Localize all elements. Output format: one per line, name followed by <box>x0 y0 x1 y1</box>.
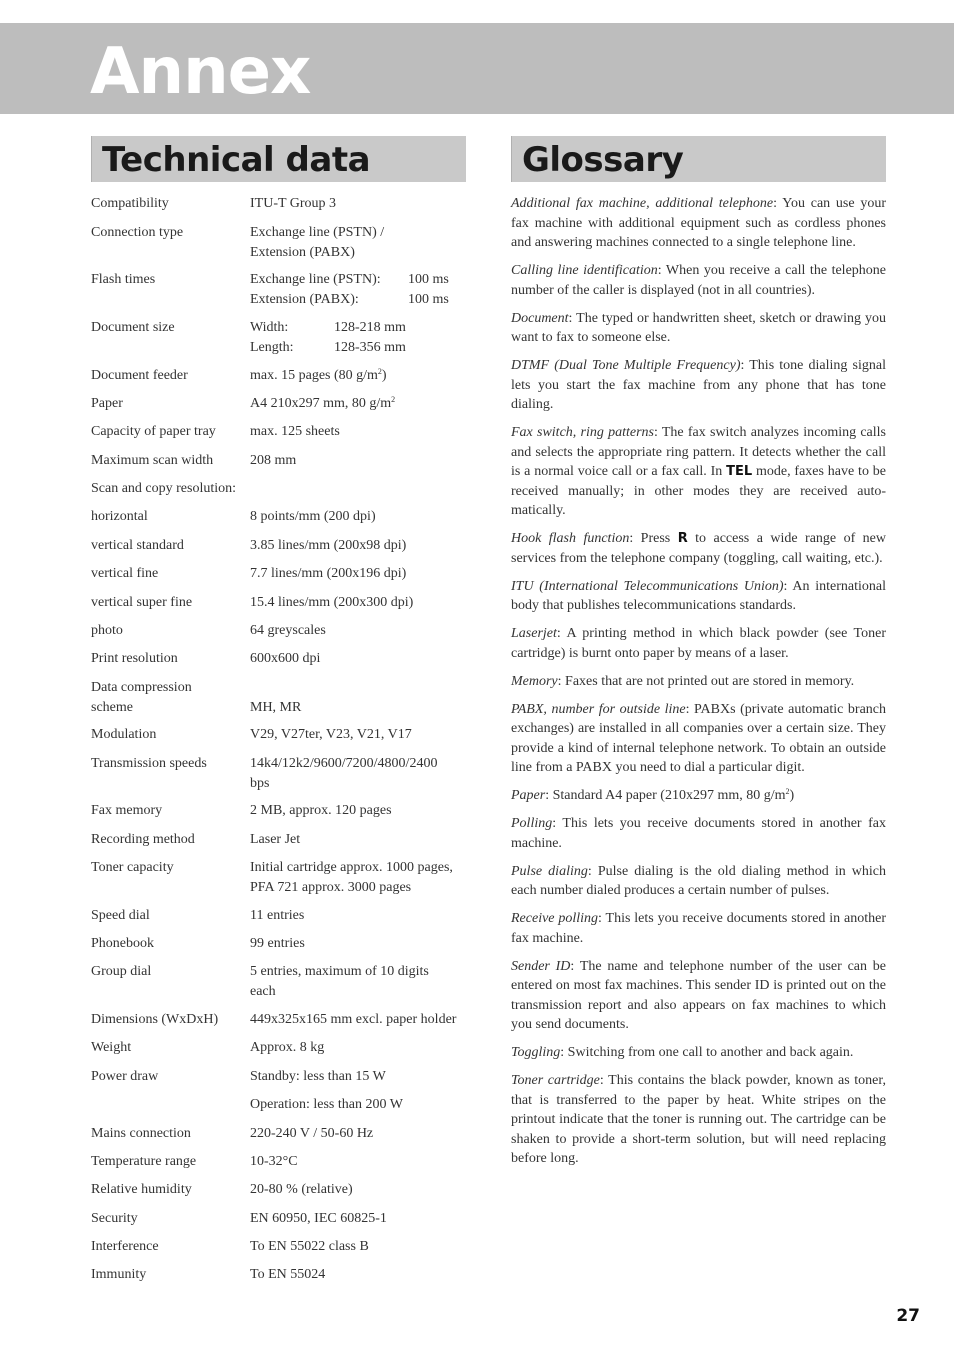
spec-value: A4 210x297 mm, 80 $g/m^2$ <box>250 395 396 411</box>
glossary-entry <box>511 356 886 415</box>
spec-value: max. 125 sheets <box>250 424 340 439</box>
glossary-list <box>511 194 886 1177</box>
spec-label: Mains connection <box>91 1126 191 1141</box>
spec-value: V29, V27ter, V23, V21, V17 <box>250 727 412 742</box>
spec-value: 14k4/12k2/9600/7200/4800/2400 bps <box>250 756 438 791</box>
glossary-definition: : The fax switch analyzes incoming calls and selects the appropriate ring pattern. It detects whether the call is a normal voice call or a fax call. In <box>511 425 886 479</box>
glossary-term: Sender ID <box>511 958 571 974</box>
spec-sub-line: Width: 128-218 mm <box>250 320 406 335</box>
glossary-definition: : Press <box>629 531 678 546</box>
spec-label: Print resolution <box>91 651 178 666</box>
spec-value: Initial cartridge approx. 1000 pages, PFA 721 approx. 3000 pages <box>250 860 453 895</box>
spec-label: Capacity of paper tray <box>91 424 216 439</box>
spec-value: max. 15 pages (80 $g/m^2$) <box>250 367 387 383</box>
glossary-term: Toggling <box>511 1045 561 1060</box>
glossary-definition: : You can use your fax machine with additional equipment such as cordless phones and answering machines connected to a single telephone line. <box>511 196 886 250</box>
spec-label: Transmission speeds <box>91 756 207 771</box>
spec-value: Standby: less than 15 W <box>250 1069 386 1084</box>
page-title: Annex <box>90 35 311 109</box>
glossary-definition: : This lets you receive documents stored in another fax machine. <box>511 911 886 946</box>
spec-label: Phonebook <box>91 936 154 951</box>
glossary-definition: : Pulse dialing is the old dialing method in which each number dialed produces a certain number of pulses. <box>511 863 886 898</box>
glossary-entry <box>511 529 886 568</box>
glossary-definition-cont: mode, faxes have to be received manually; in other modes they are received auto-matically. <box>511 464 886 518</box>
spec-label: Data compression scheme <box>91 680 192 715</box>
glossary-term: Fax switch, ring patterns <box>511 425 654 440</box>
spec-label: vertical fine <box>91 566 159 581</box>
glossary-entry: Paper: Standard A4 paper (210x297 mm, 80 $g/m^2$) <box>511 787 795 803</box>
glossary-definition: : The name and telephone number of the user can be entered on most fax machines. This sender ID is printed out on the transmission report and also appears on fax machines to which you send documents. <box>511 958 886 1032</box>
glossary-term: Polling <box>511 816 553 831</box>
glossary-entry <box>511 261 886 300</box>
spec-value: 449x325x165 mm excl. paper holder <box>250 1012 457 1027</box>
spec-value: 2 MB, approx. 120 pages <box>250 803 392 818</box>
glossary-term: Calling line identification <box>511 263 658 278</box>
glossary-definition: : A printing method in which black powder (see Toner cartridge) is burnt onto paper by means of a laser. <box>511 626 886 661</box>
spec-label: Paper <box>91 396 123 411</box>
spec-label: Scan and copy resolution: <box>91 481 237 496</box>
glossary-definition: : An international body that publishes telecommunications standards. <box>511 578 886 613</box>
glossary-term: Document <box>511 310 569 326</box>
glossary-entry <box>511 194 886 253</box>
glossary-term: DTMF (Dual Tone Multiple Frequency) <box>511 358 741 373</box>
spec-label: horizontal <box>91 509 148 524</box>
glossary-heading: Glossary <box>522 140 684 180</box>
glossary-entry <box>511 423 886 521</box>
spec-label: Speed dial <box>91 908 150 923</box>
spec-label: Recording method <box>91 832 195 847</box>
glossary-entry <box>511 814 886 853</box>
spec-label: Immunity <box>91 1267 147 1282</box>
spec-label: Connection type <box>91 225 184 240</box>
spec-label: Temperature range <box>91 1154 197 1169</box>
glossary-entry <box>511 1043 886 1063</box>
spec-value: 208 mm <box>250 453 297 468</box>
spec-value: 20-80 % (relative) <box>250 1182 353 1197</box>
spec-value: To EN 55022 class B <box>250 1239 369 1254</box>
spec-label: Modulation <box>91 727 157 742</box>
spec-value: 220-240 V / 50-60 Hz <box>250 1126 374 1141</box>
spec-label: Weight <box>91 1040 132 1055</box>
spec-value: 10-32°C <box>250 1154 298 1169</box>
spec-label: Group dial <box>91 964 152 979</box>
spec-value: EN 60950, IEC 60825-1 <box>250 1211 387 1226</box>
annex-banner <box>0 23 954 114</box>
spec-label: Document size <box>91 320 175 335</box>
spec-label: Toner capacity <box>91 860 174 875</box>
glossary-term: Toner cartridge <box>511 1073 600 1088</box>
spec-label: Relative humidity <box>91 1182 192 1197</box>
glossary-heading-bar <box>511 136 886 182</box>
glossary-entry <box>511 957 886 1035</box>
spec-value: 600x600 dpi <box>250 651 321 666</box>
glossary-entry <box>511 862 886 901</box>
glossary-definition-cont: to access a wide range of new services from the telephone company (toggling, call waiting, etc.). <box>511 531 887 566</box>
spec-sub-line: Exchange line (PSTN): 100 ms <box>250 272 449 287</box>
glossary-term: Pulse dialing <box>511 863 588 879</box>
glossary-entry <box>511 700 886 778</box>
spec-label: photo <box>91 623 123 638</box>
glossary-term: PABX, number for outside line <box>511 701 686 717</box>
spec-label: vertical standard <box>91 538 184 553</box>
spec-sub-line: Length: 128-356 mm <box>250 339 406 355</box>
glossary-definition: : Switching from one call to another and back again. <box>560 1045 854 1060</box>
glossary-entry <box>511 909 886 948</box>
glossary-definition-cont: ) <box>789 788 795 803</box>
spec-value: 8 points/mm (200 dpi) <box>250 509 376 524</box>
glossary-definition: : Standard A4 paper (210x297 mm, 80 g/m <box>545 788 786 803</box>
glossary-definition: : When you receive a call the telephone number of the caller is displayed (not in all countries). <box>511 263 886 298</box>
glossary-entry <box>511 309 886 348</box>
spec-value <box>250 270 470 309</box>
page-number: 27 <box>896 1306 920 1326</box>
spec-label: Document feeder <box>91 368 188 383</box>
glossary-term: Paper <box>511 788 546 803</box>
spec-sub-line: Extension (PABX): 100 ms <box>250 291 449 307</box>
spec-value <box>250 318 470 357</box>
glossary-entry <box>511 624 886 663</box>
glossary-term: Hook flash function <box>511 531 630 546</box>
glossary-term: Memory <box>511 673 558 689</box>
glossary-definition: : This contains the black powder, known as toner, that is transferred to the paper by heat. White stripes on the printout indicate that the toner is running out. The cartridge can be shaken to provide a short-term solution, but will need replacing before long. <box>511 1073 886 1166</box>
glossary-definition: : This lets you receive documents stored in another fax machine. <box>511 816 886 851</box>
spec-value: 7.7 lines/mm (200x196 dpi) <box>250 566 407 581</box>
spec-label: Interference <box>91 1239 159 1254</box>
technical-data-heading: Technical data <box>102 140 371 180</box>
key-label: R <box>677 531 688 546</box>
spec-value: 99 entries <box>250 936 305 951</box>
spec-label: Power draw <box>91 1069 159 1084</box>
spec-value: To EN 55024 <box>250 1267 326 1282</box>
spec-value: 11 entries <box>250 908 305 923</box>
spec-label: Maximum scan width <box>91 453 214 468</box>
spec-value: Exchange line (PSTN) / Extension (PABX) <box>250 225 385 260</box>
glossary-entry <box>511 672 886 692</box>
glossary-definition: : Faxes that are not printed out are stored in memory. <box>557 673 855 689</box>
technical-data-heading-bar <box>91 136 466 182</box>
glossary-term: Additional fax machine, additional telephone <box>511 196 774 211</box>
spec-label: vertical super fine <box>91 595 193 610</box>
spec-label: Compatibility <box>91 196 169 211</box>
spec-label: Fax memory <box>91 803 163 818</box>
glossary-term: ITU (International Telecommunications Union) <box>511 578 784 594</box>
spec-value: Laser Jet <box>250 832 301 847</box>
spec-value: 5 entries, maximum of 10 digits each <box>250 964 429 999</box>
glossary-definition: : PABXs (private automatic branch exchanges) are installed in all companies over a certain size. They provide a kind of internal telephone network. To obtain an outside line from a PABX you need to dial a particular digit. <box>511 701 887 775</box>
spec-value: 15.4 lines/mm (200x300 dpi) <box>250 595 414 610</box>
glossary-term: Laserjet <box>511 626 557 641</box>
spec-value: 64 greyscales <box>250 623 326 638</box>
spec-label: Dimensions (WxDxH) <box>91 1012 219 1027</box>
key-label: TEL <box>726 464 753 479</box>
spec-label: Flash times <box>91 272 156 287</box>
spec-value: Approx. 8 kg <box>250 1040 325 1055</box>
glossary-term: Receive polling <box>511 911 599 926</box>
spec-value: Operation: less than 200 W <box>250 1097 403 1112</box>
glossary-definition: : This tone dialing signal lets you start the fax machine from any phone that has tone dialing. <box>511 358 886 412</box>
glossary-entry <box>511 1071 886 1169</box>
glossary-definition: : The typed or handwritten sheet, sketch or drawing you want to fax to someone else. <box>511 310 886 345</box>
spec-value: ITU-T Group 3 <box>250 196 337 211</box>
spec-label: Security <box>91 1211 138 1226</box>
glossary-entry <box>511 577 886 616</box>
spec-value: 3.85 lines/mm (200x98 dpi) <box>250 538 407 553</box>
spec-value: MH, MR <box>250 699 302 715</box>
